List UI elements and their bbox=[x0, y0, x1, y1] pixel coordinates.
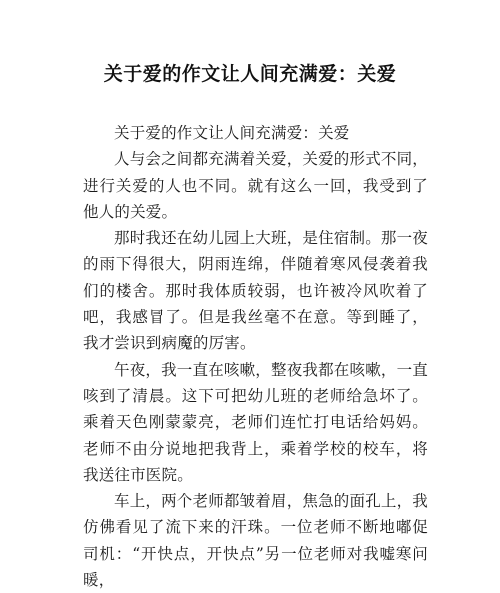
paragraph: 午夜，我一直在咳嗽，整夜我都在咳嗽，一直咳到了清晨。这下可把幼儿班的老师给急坏了。乘着天色刚蒙蒙亮，老师们连忙打电话给妈妈。老师不由分说地把我背上，乘着学校的校车，将我送往市医院。 bbox=[83, 360, 429, 484]
paragraph: 那时我还在幼儿园上大班，是住宿制。那一夜的雨下得很大，阴雨连绵，伴随着寒风侵袭着我们的楼舍。那时我体质较弱，也许被冷风吹着了吧，我感冒了。但是我丝毫不在意。等到睡了，我才尝识到病魔的厉害。 bbox=[83, 229, 429, 353]
paragraph: 车上，两个老师都皱着眉，焦急的面孔上，我仿佛看见了流下来的汗珠。一位老师不断地嘟促司机：“开快点，开快点”另一位老师对我嘘寒问暖， bbox=[83, 492, 429, 590]
paragraph: 关于爱的作文让人间充满爱：关爱 bbox=[114, 124, 350, 142]
paragraph: 人与会之间都充满着关爱，关爱的形式不同，进行关爱的人也不同。就有这么一回，我受到了他人的关爱。 bbox=[83, 150, 429, 221]
document-title: 关于爱的作文让人间充满爱：关爱 bbox=[103, 63, 397, 85]
document-body bbox=[83, 120, 428, 593]
